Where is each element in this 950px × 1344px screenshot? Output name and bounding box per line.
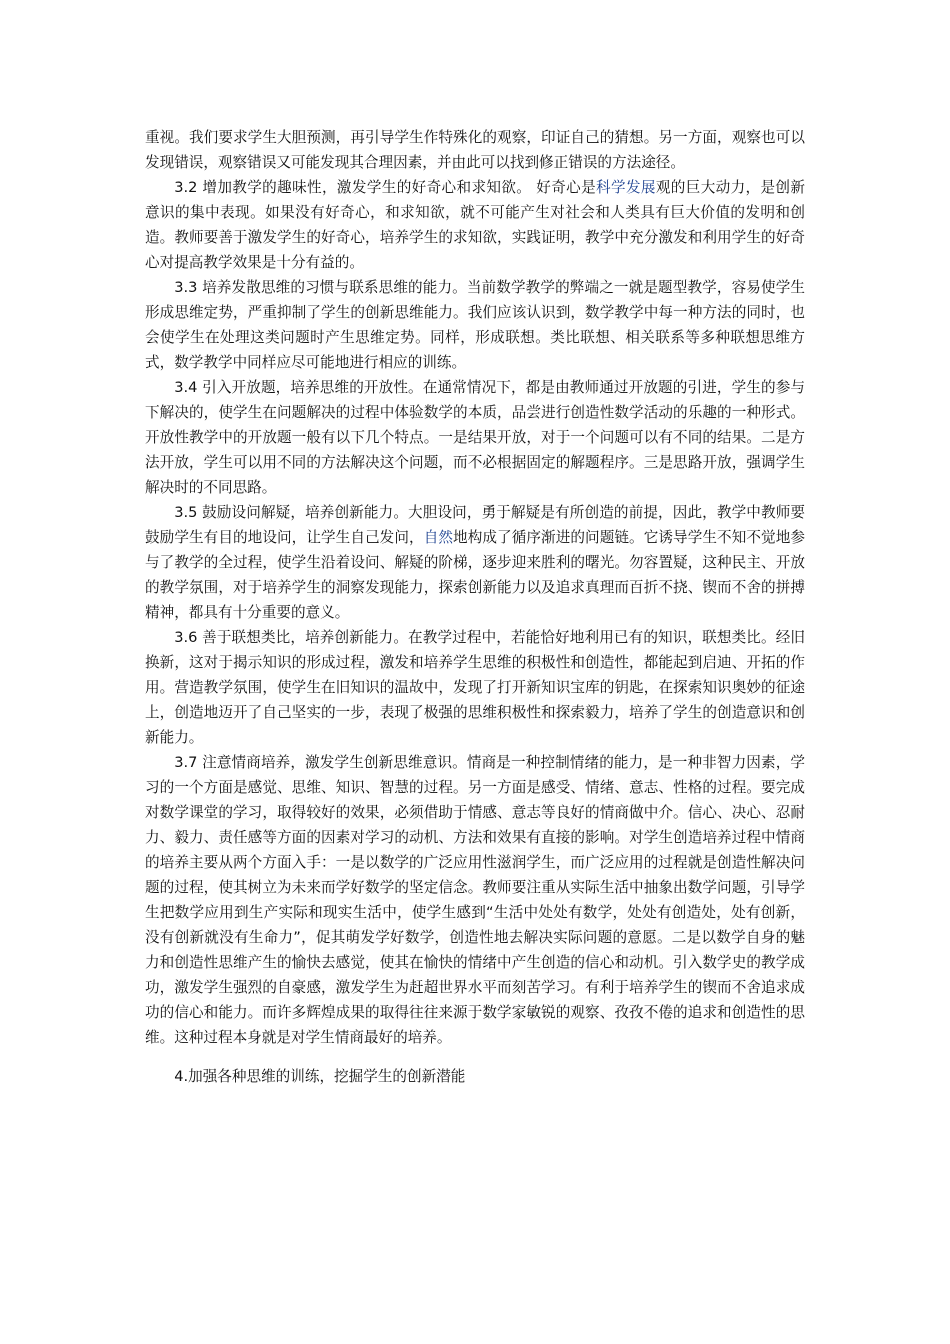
paragraph-3-2-curiosity xyxy=(145,175,805,275)
document-page xyxy=(145,125,805,1104)
paragraph-3-3-divergent-thinking xyxy=(145,275,805,375)
paragraph-3-4-open-questions xyxy=(145,375,805,500)
link-nature[interactable]: 自然 xyxy=(423,529,454,546)
paragraph-3-7-emotional-intelligence xyxy=(145,750,805,1050)
paragraph-text: 3.7 注意情商培养，激发学生创新思维意识。情商是一种控制情绪的能力，是一种非智力因素，学习的一个方面是感觉、思维、知识、智慧的过程。另一方面是感受、情绪、意志、性格的过程。要完成对数学课堂的学习，取得较好的效果，必须借助于情感、意志等良好的情商做中介。信心、决心、忍耐力、毅力、责任感等方面的因素对学习的动机、方法和效果有直接的影响。对学生创造培养过程中情商的培养主要从两个方面入手：一是以数学的广泛应用性滋润学生，而广泛应用的过程就是创造性解决问题的过程，使其树立为未来而学好数学的坚定信念。教师要注重从实际生活中抽象出数学问题，引导学生把数学应用到生产实际和现实生活中，使学生感到“生活中处处有数学，处处有创造处，处有创新，没有创新就没有生命力”，促其萌发学好数学，创造性地去解决实际问题的意愿。二是以数学自身的魅力和创造性思维产生的愉快去感觉，使其在愉快的情绪中产生创造的信心和动机。引入数学史的教学成功，激发学生强烈的自豪感，激发学生为赶超世界水平而刻苦学习。有利于培养学生的锲而不舍追求成功的信心和能力。而许多辉煌成果的取得往往来源于数学家敏锐的观察、孜孜不倦的追求和创造性的思维。这种过程本身就是对学生情商最好的培养。 xyxy=(145,754,805,1046)
paragraph-text: 重视。我们要求学生大胆预测，再引导学生作特殊化的观察，印证自己的猜想。另一方面，观察也可以发现错误，观察错误又可能发现其合理因素，并由此可以找到修正错误的方法途径。 xyxy=(145,129,805,171)
paragraph-text: 地构成了循序渐进的问题链。它诱导学生不知不觉地参与了教学的全过程，使学生沿着设问、解疑的阶梯，逐步迎来胜利的曙光。勿容置疑，这种民主、开放的教学氛围，对于培养学生的洞察发现能力，探索创新能力以及追求真理而百折不挠、锲而不舍的拼搏精神，都具有十分重要的意义。 xyxy=(145,529,805,621)
section-heading-4: 4.加强各种思维的训练，挖掘学生的创新潜能 xyxy=(174,1068,466,1085)
paragraph-text: 3.5 鼓励设问解疑，培养创新能力。大胆设问，勇于解疑是有所创造的前提，因此，教学中教师要鼓励学生有目的地设问，让学生自己发问， xyxy=(145,504,805,546)
paragraph-text: 3.2 增加教学的趣味性，激发学生的好奇心和求知欲。 好奇心是 xyxy=(174,179,597,196)
link-scientific-development[interactable]: 科学发展 xyxy=(596,179,656,196)
paragraph-text: 3.6 善于联想类比，培养创新能力。在教学过程中，若能恰好地利用已有的知识，联想类比。经旧换新，这对于揭示知识的形成过程，激发和培养学生思维的积极性和创造性，都能起到启迪、开拓的作用。营造教学氛围，使学生在旧知识的温故中，发现了打开新知识宝库的钥匙，在探索知识奥妙的征途上，创造地迈开了自己坚实的一步，表现了极强的思维积极性和探索毅力，培养了学生的创造意识和创新能力。 xyxy=(145,629,805,746)
paragraph-text: 3.3 培养发散思维的习惯与联系思维的能力。当前数学教学的弊端之一就是题型教学，容易使学生形成思维定势，严重抑制了学生的创新思维能力。我们应该认识到，数学教学中每一种方法的同时，也会使学生在处理这类问题时产生思维定势。同样，形成联想。类比联想、相关联系等多种联想思维方式，数学教学中同样应尽可能地进行相应的训练。 xyxy=(145,279,805,371)
paragraph-3-6-analogy xyxy=(145,625,805,750)
paragraph-text: 观的巨大动力，是创新意识的集中表现。如果没有好奇心，和求知欲，就不可能产生对社会和人类具有巨大价值的发明和创造。教师要善于激发学生的好奇心，培养学生的求知欲，实践证明，教学中充分激发和利用学生的好奇心对提高教学效果是十分有益的。 xyxy=(145,179,805,271)
paragraph-3-5-questioning xyxy=(145,500,805,625)
paragraph-text: 3.4 引入开放题，培养思维的开放性。在通常情况下，都是由教师通过开放题的引进，学生的参与下解决的，使学生在问题解决的过程中体验数学的本质，品尝进行创造性数学活动的乐趣的一种形式。开放性教学中的开放题一般有以下几个特点。一是结果开放，对于一个问题可以有不同的结果。二是方法开放，学生可以用不同的方法解决这个问题，而不必根据固定的解题程序。三是思路开放，强调学生解决时的不同思路。 xyxy=(145,379,805,496)
paragraph-continuation xyxy=(145,125,805,175)
